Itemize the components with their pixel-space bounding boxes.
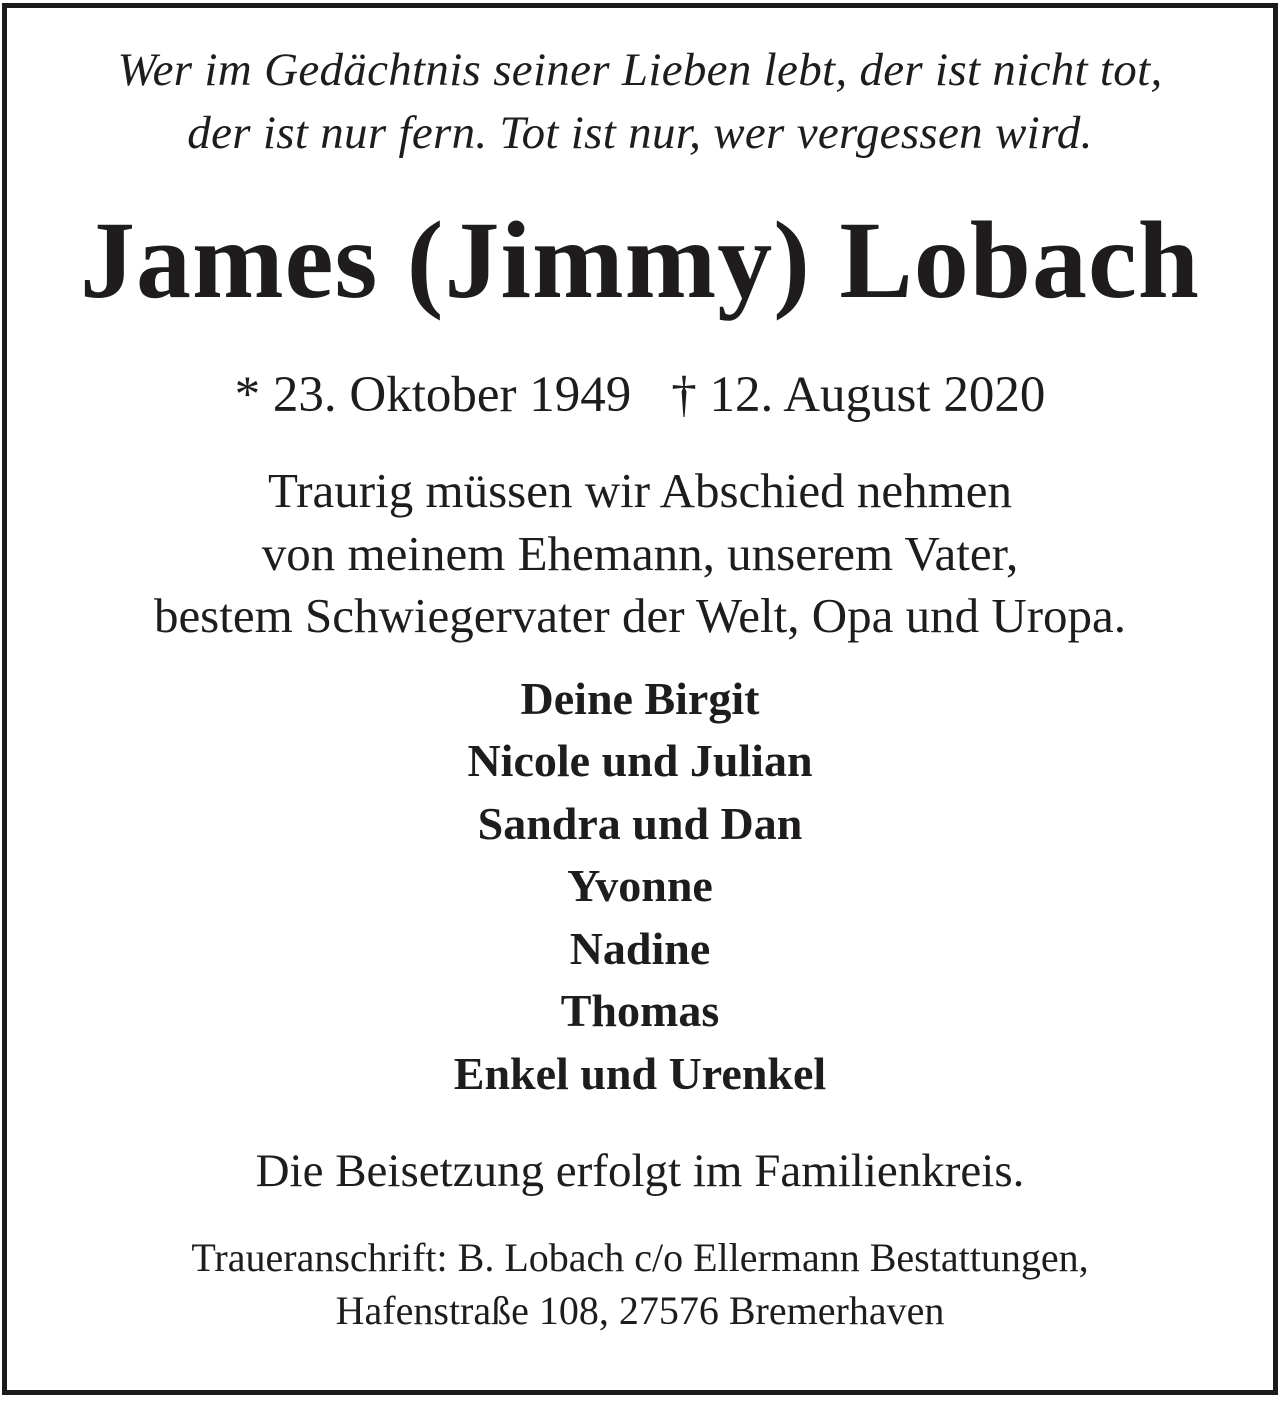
mourner-name: Enkel und Urenkel bbox=[453, 1048, 827, 1099]
mourner-name: Nadine bbox=[569, 923, 711, 974]
death-date: † 12. August 2020 bbox=[671, 367, 1046, 423]
mourner-name: Sandra und Dan bbox=[477, 798, 803, 849]
life-dates bbox=[0, 367, 1280, 423]
message-line-2: von meinem Ehemann, unserem Vater, bbox=[261, 526, 1019, 581]
quote-line-1: Wer im Gedächtnis seiner Lieben lebt, der ist nicht tot, bbox=[117, 44, 1163, 96]
mourner-name: Yvonne bbox=[567, 860, 713, 911]
mourner-name: Thomas bbox=[560, 985, 720, 1036]
address-line-1: Traueranschrift: B. Lobach c/o Ellermann Bestattungen, bbox=[191, 1235, 1089, 1280]
birth-date: * 23. Oktober 1949 bbox=[234, 367, 632, 423]
message-line-3: bestem Schwiegervater der Welt, Opa und Uropa. bbox=[153, 588, 1127, 643]
mourner-name: Nicole und Julian bbox=[467, 735, 813, 786]
message-line-1: Traurig müssen wir Abschied nehmen bbox=[268, 463, 1012, 518]
quote-line-2: der ist nur fern. Tot ist nur, wer vergessen wird. bbox=[187, 107, 1093, 159]
address-line-2: Hafenstraße 108, 27576 Bremerhaven bbox=[335, 1288, 945, 1333]
mourner-name: Deine Birgit bbox=[520, 673, 760, 724]
funeral-note: Die Beisetzung erfolgt im Familienkreis. bbox=[255, 1145, 1025, 1197]
deceased-name: James (Jimmy) Lobach bbox=[80, 199, 1200, 321]
